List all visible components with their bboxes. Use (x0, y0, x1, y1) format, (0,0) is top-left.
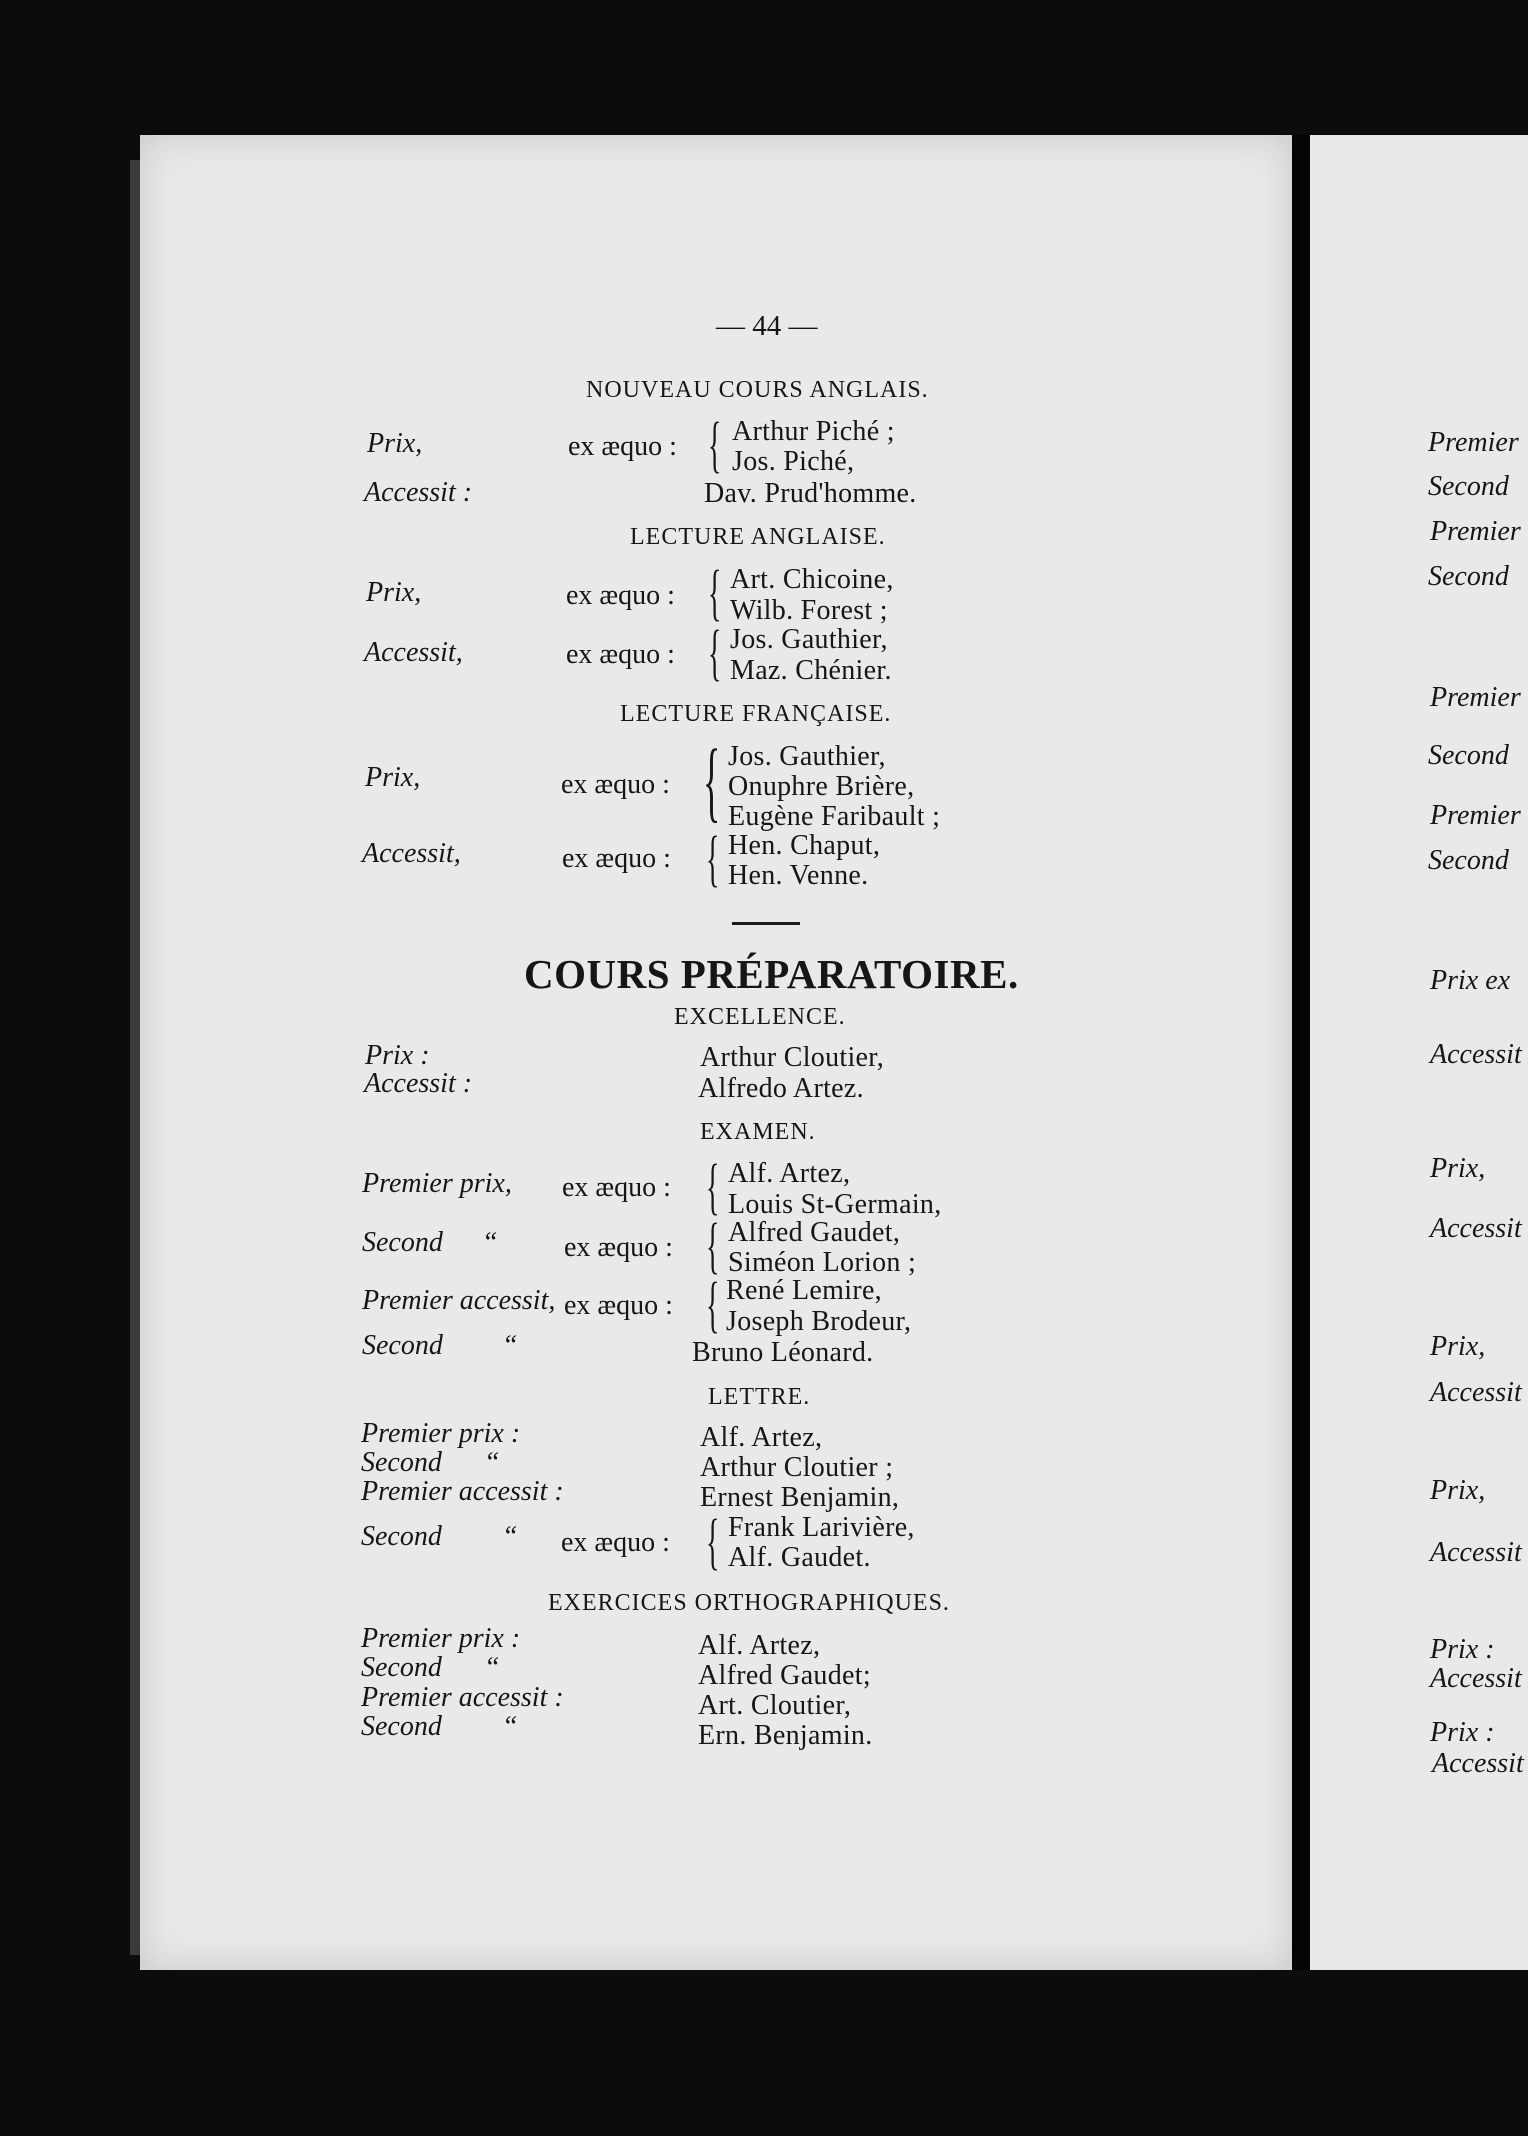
row-label: Premier prix : (361, 1623, 521, 1654)
winner-name: Alf. Artez, (698, 1630, 821, 1661)
winner-name: Joseph Brodeur, (726, 1306, 912, 1337)
winner-name: Eugène Faribault ; (728, 801, 941, 832)
row-label: Second (361, 1652, 442, 1683)
winner-name: Arthur Piché ; (732, 416, 895, 447)
row-label: Second (362, 1227, 443, 1258)
row-label: Accessit, (364, 637, 463, 668)
brace-symbol: { (706, 1212, 720, 1280)
brace-symbol: { (706, 1271, 720, 1339)
row-label: Premier accessit : (361, 1682, 564, 1713)
winner-name: Alf. Artez, (728, 1158, 851, 1189)
main-section-title: COURS PRÉPARATOIRE. (524, 951, 1019, 997)
winner-name: Arthur Cloutier ; (700, 1452, 894, 1483)
right-page-label: Prix : (1430, 1717, 1495, 1748)
right-page-label: Prix : (1430, 1634, 1495, 1665)
row-label: Second (361, 1521, 442, 1552)
section-title-lecture-francaise: LECTURE FRANÇAISE. (620, 701, 892, 727)
ditto-mark: “ (484, 1652, 500, 1683)
right-page-label: Prix, (1430, 1153, 1486, 1184)
separator-rule (732, 922, 800, 925)
ex-aequo-text: ex æquo : (562, 1172, 671, 1203)
brace-symbol: { (706, 1153, 720, 1221)
row-label: Premier accessit, (362, 1285, 556, 1316)
winner-name: Arthur Cloutier, (700, 1042, 885, 1073)
ex-aequo-text: ex æquo : (564, 1290, 673, 1321)
right-page-label: Second (1428, 845, 1509, 876)
brace-symbol: { (708, 411, 722, 479)
winner-name: Alfredo Artez. (698, 1073, 864, 1104)
ditto-mark: “ (502, 1330, 518, 1361)
right-page-label: Accessit (1430, 1537, 1522, 1568)
winner-name: Dav. Prud'homme. (704, 478, 917, 509)
winner-name: Jos. Piché, (732, 446, 855, 477)
winner-name: Hen. Venne. (728, 860, 869, 891)
row-label: Premier prix : (361, 1418, 521, 1449)
right-page-label: Accessit (1432, 1748, 1524, 1779)
row-label: Accessit, (362, 838, 461, 869)
right-page-label: Accessit (1430, 1039, 1522, 1070)
section-title-excellence: EXCELLENCE. (674, 1004, 846, 1030)
winner-name: Ernest Benjamin, (700, 1482, 900, 1513)
winner-name: Ern. Benjamin. (698, 1720, 873, 1751)
right-page-label: Prix, (1430, 1331, 1486, 1362)
winner-name: Alf. Artez, (700, 1422, 823, 1453)
page-number: — 44 — (716, 310, 818, 342)
right-page-label: Prix, (1430, 1475, 1486, 1506)
right-page-label: Accessit (1430, 1377, 1522, 1408)
ex-aequo-text: ex æquo : (562, 843, 671, 874)
right-page-label: Premier (1430, 682, 1521, 713)
right-page-label: Second (1428, 561, 1509, 592)
row-label: Premier prix, (362, 1168, 512, 1199)
section-title-nouveau-cours-anglais: NOUVEAU COURS ANGLAIS. (586, 377, 929, 403)
winner-name: Alfred Gaudet, (728, 1217, 901, 1248)
right-page-label: Premier (1428, 427, 1519, 458)
winner-name: Siméon Lorion ; (728, 1247, 917, 1278)
ditto-mark: “ (502, 1521, 518, 1552)
brace-symbol: { (708, 559, 722, 627)
row-label: Second (362, 1330, 443, 1361)
right-page-label: Accessit (1430, 1663, 1522, 1694)
right-page-label: Premier (1430, 516, 1521, 547)
ex-aequo-text: ex æquo : (561, 769, 670, 800)
right-page-label: Prix ex (1430, 965, 1511, 996)
winner-name: René Lemire, (726, 1275, 882, 1306)
winner-name: Jos. Gauthier, (728, 741, 886, 772)
row-label: Premier accessit : (361, 1476, 564, 1507)
winner-name: Frank Larivière, (728, 1512, 915, 1543)
section-title-exercices-orthographiques: EXERCICES ORTHOGRAPHIQUES. (548, 1590, 950, 1616)
row-label: Second (361, 1711, 442, 1742)
right-page-label: Second (1428, 471, 1509, 502)
winner-name: Louis St-Germain, (728, 1189, 942, 1220)
winner-name: Hen. Chaput, (728, 830, 881, 861)
row-label: Prix, (365, 762, 421, 793)
brace-symbol: { (703, 732, 721, 831)
row-label: Second (361, 1447, 442, 1478)
section-title-lecture-anglaise: LECTURE ANGLAISE. (630, 524, 886, 550)
section-title-examen: EXAMEN. (700, 1119, 816, 1145)
row-label: Accessit : (364, 477, 473, 508)
winner-name: Bruno Léonard. (692, 1337, 874, 1368)
right-page-label: Premier (1430, 800, 1521, 831)
ditto-mark: “ (484, 1447, 500, 1478)
right-page-label: Accessit (1430, 1213, 1522, 1244)
ex-aequo-text: ex æquo : (566, 639, 675, 670)
book-gutter (1292, 135, 1310, 1970)
ex-aequo-text: ex æquo : (568, 431, 677, 462)
ex-aequo-text: ex æquo : (566, 580, 675, 611)
winner-name: Art. Chicoine, (730, 564, 894, 595)
winner-name: Alfred Gaudet; (698, 1660, 871, 1691)
brace-symbol: { (708, 619, 722, 687)
winner-name: Alf. Gaudet. (728, 1542, 871, 1573)
ex-aequo-text: ex æquo : (564, 1232, 673, 1263)
row-label: Accessit : (364, 1068, 473, 1099)
row-label: Prix, (366, 577, 422, 608)
section-title-lettre: LETTRE. (708, 1384, 811, 1410)
brace-symbol: { (706, 1508, 720, 1576)
winner-name: Onuphre Brière, (728, 771, 915, 802)
brace-symbol: { (706, 825, 720, 893)
winner-name: Art. Cloutier, (698, 1690, 852, 1721)
row-label: Prix : (365, 1040, 430, 1071)
winner-name: Maz. Chénier. (730, 655, 892, 686)
right-page-label: Second (1428, 740, 1509, 771)
winner-name: Wilb. Forest ; (730, 595, 888, 626)
winner-name: Jos. Gauthier, (730, 624, 888, 655)
row-label: Prix, (367, 428, 423, 459)
ex-aequo-text: ex æquo : (561, 1527, 670, 1558)
ditto-mark: “ (502, 1711, 518, 1742)
ditto-mark: “ (482, 1227, 498, 1258)
